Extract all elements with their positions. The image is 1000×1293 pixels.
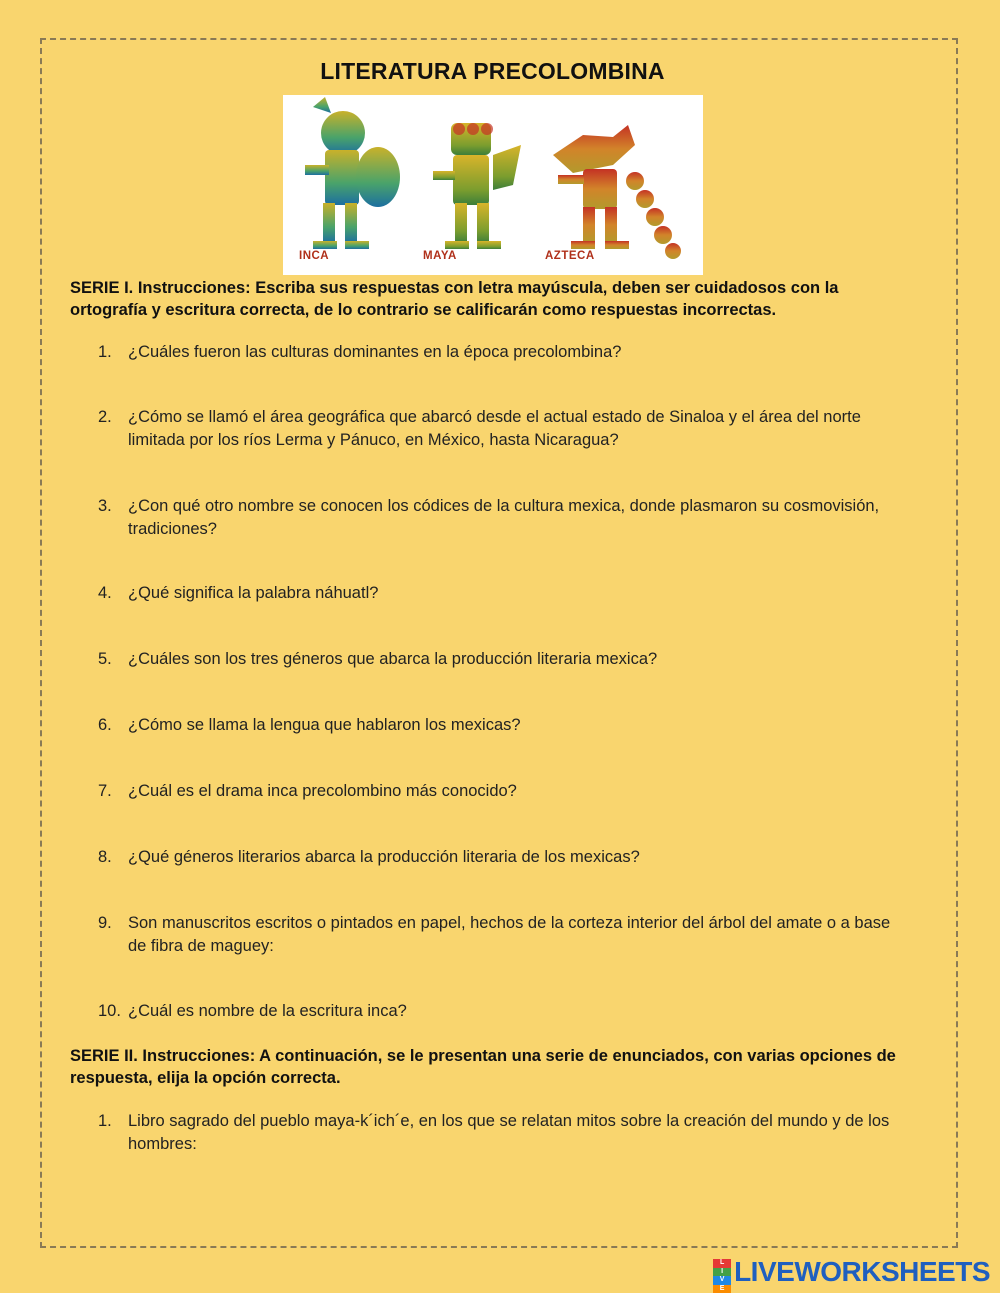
question-number: 10. (98, 1002, 121, 1020)
azteca-figure (553, 125, 681, 259)
question-10 (98, 1000, 908, 1023)
question-text: ¿Cuáles son los tres géneros que abarca la producción literaria mexica? (128, 650, 658, 668)
question-number: 1. (98, 343, 112, 361)
inca-label: INCA (299, 250, 330, 262)
serie-1-instructions: SERIE I. Instrucciones: Escriba sus respuestas con letra mayúscula, deben ser cuidadosos con la ortografía y escritura correcta, de lo contrario se calificarán como respuestas incorrectas. (70, 279, 839, 319)
azteca-label: AZTECA (545, 250, 595, 262)
figures-illustration (283, 95, 703, 275)
question-text: ¿Qué significa la palabra náhuatl? (128, 584, 379, 602)
question-9 (98, 912, 908, 958)
question-number: 5. (98, 650, 112, 668)
page-title: LITERATURA PRECOLOMBINA (320, 58, 665, 84)
question-3 (98, 495, 908, 541)
question-text: Son manuscritos escritos o pintados en papel, hechos de la corteza interior del árbol del amate o a base de fibra de maguey: (128, 914, 891, 955)
question-number: 3. (98, 497, 112, 515)
question-7 (98, 780, 908, 803)
question-8 (98, 846, 908, 869)
question-6 (98, 714, 908, 737)
question-4 (98, 582, 908, 605)
badge-letter: V (713, 1276, 731, 1285)
badge-letter: I (713, 1268, 731, 1277)
question-2 (98, 406, 908, 452)
question-number: 6. (98, 716, 112, 734)
question-number: 9. (98, 914, 112, 932)
serie-2-question-1 (98, 1110, 908, 1156)
badge-letter: E (713, 1285, 731, 1293)
question-number: 7. (98, 782, 112, 800)
precolumbian-figures-image (283, 95, 703, 275)
logo-text: LIVEWORKSHEETS (734, 1256, 990, 1287)
question-text: ¿Cómo se llama la lengua que hablaron los mexicas? (128, 716, 521, 734)
question-text: ¿Cuáles fueron las culturas dominantes en la época precolombina? (128, 343, 622, 361)
question-number: 8. (98, 848, 112, 866)
question-text: ¿Cómo se llamó el área geográfica que abarcó desde el actual estado de Sinaloa y el área del norte limitada por los ríos Lerma y Pánuco, en México, hasta Nicaragua? (128, 408, 861, 449)
question-number: 1. (98, 1112, 112, 1130)
question-text: ¿Con qué otro nombre se conocen los códices de la cultura mexica, donde plasmaron su cosmovisión, tradiciones? (128, 497, 880, 538)
question-text: ¿Cuál es el drama inca precolombino más conocido? (128, 782, 517, 800)
question-text: ¿Qué géneros literarios abarca la producción literaria de los mexicas? (128, 848, 640, 866)
liveworksheets-logo[interactable] (713, 1256, 990, 1292)
serie-2-instructions: SERIE II. Instrucciones: A continuación, se le presentan una serie de enunciados, con varias opciones de respuesta, elija la opción correcta. (70, 1047, 896, 1087)
badge-letter: L (713, 1259, 731, 1268)
maya-figure (433, 123, 521, 249)
maya-label: MAYA (423, 250, 457, 262)
inca-figure (305, 97, 400, 249)
question-5 (98, 648, 908, 671)
live-badge-icon (713, 1259, 731, 1292)
question-text: Libro sagrado del pueblo maya-k´ich´e, en los que se relatan mitos sobre la creación del mundo y de los hombres: (128, 1112, 890, 1153)
question-number: 2. (98, 408, 112, 426)
question-text: ¿Cuál es nombre de la escritura inca? (128, 1002, 407, 1020)
question-number: 4. (98, 584, 112, 602)
question-1 (98, 341, 908, 364)
